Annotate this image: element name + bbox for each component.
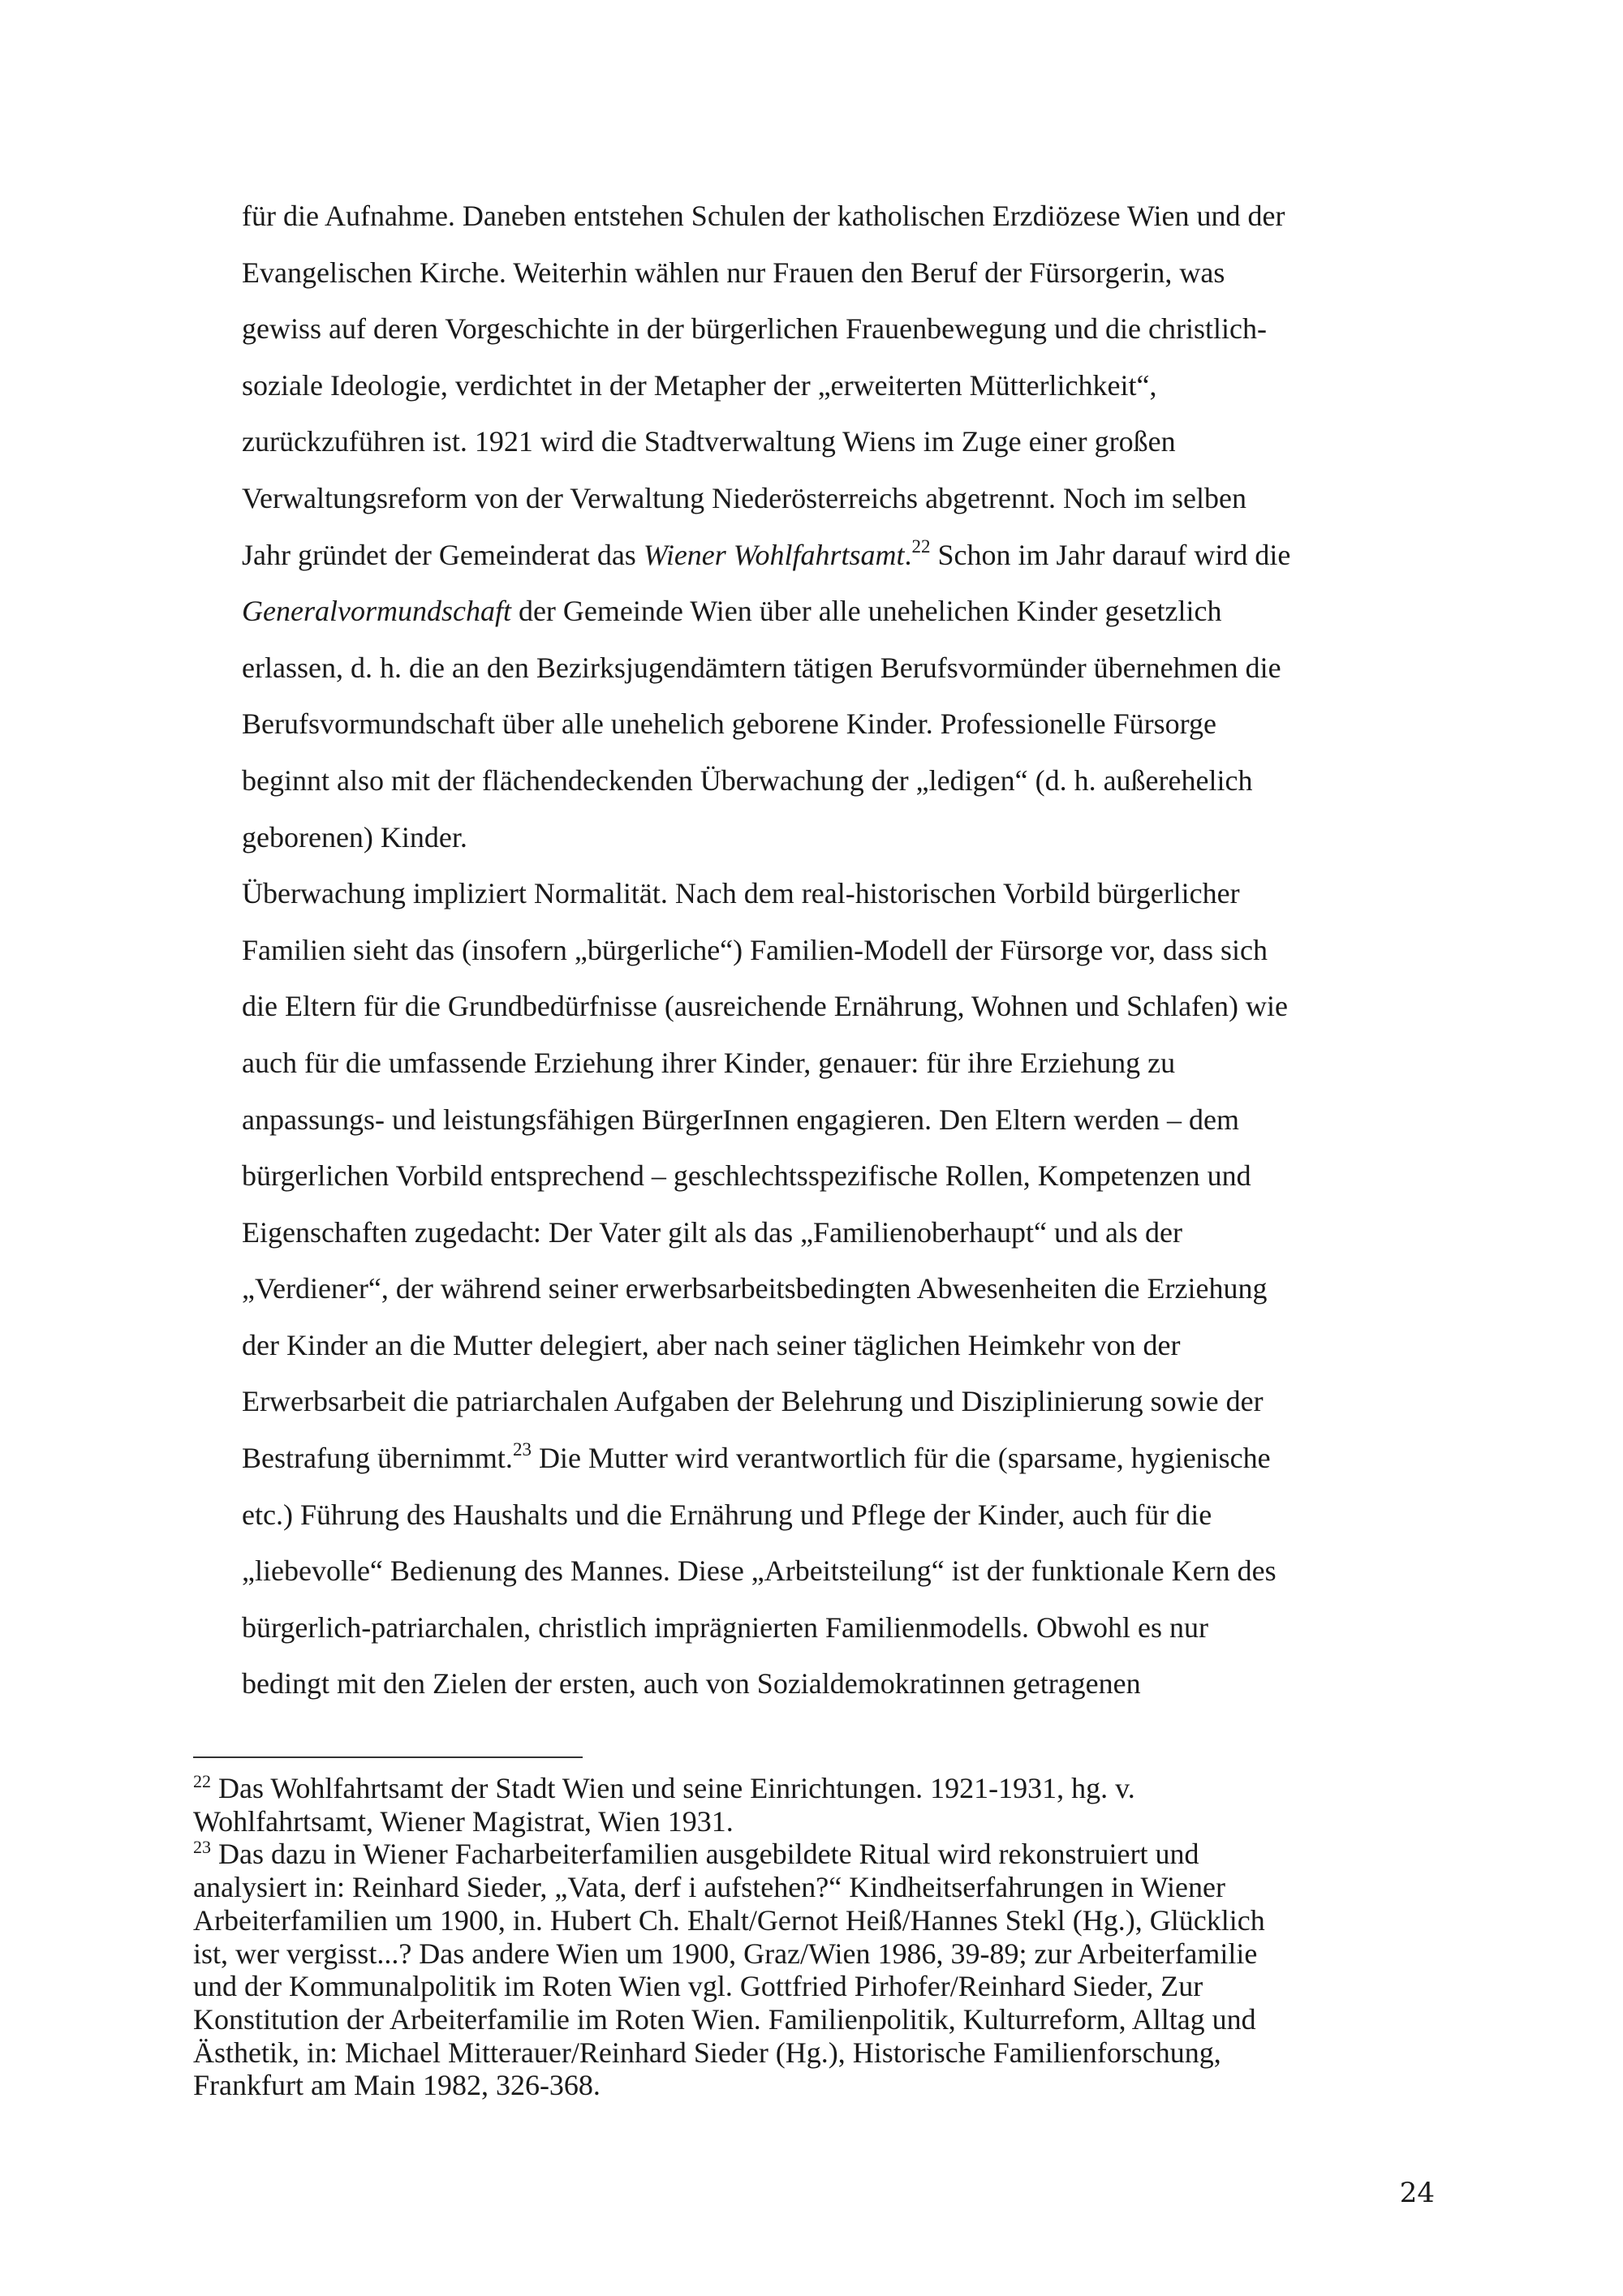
footnote-ref-23[interactable]: 23 [512, 1439, 532, 1460]
footnote-line: ist, wer vergisst...? Das andere Wien um 1900, Graz/Wien 1986, 39-89; zur Arbeiterfamilie [193, 1937, 1258, 1970]
text-segment: der Gemeinde Wien über alle unehelichen Kinder gesetzlich [510, 595, 1222, 628]
italic-term: Generalvormundschaft [242, 595, 511, 628]
text-line [242, 1430, 1435, 1487]
text-segment: Schon im Jahr darauf wird die [930, 538, 1291, 571]
text-line: auch für die umfassende Erziehung ihrer Kinder, genauer: für ihre Erziehung zu [242, 1046, 1176, 1079]
text-line: für die Aufnahme. Daneben entstehen Schulen der katholischen Erzdiözese Wien und der [242, 200, 1285, 232]
text-line: die Eltern für die Grundbedürfnisse (ausreichende Ernährung, Wohnen und Schlafen) wie [242, 990, 1289, 1023]
footnote-number: 23 [193, 1837, 211, 1858]
text-line: Eigenschaften zugedacht: Der Vater gilt als das „Familienoberhaupt“ und als der [242, 1215, 1182, 1249]
footnote-line: Arbeiterfamilien um 1900, in. Hubert Ch. Ehalt/Gernot Heiß/Hannes Stekl (Hg.), Glücklich [193, 1903, 1265, 1937]
footnote-line: Konstitution der Arbeiterfamilie im Roten Wien. Familienpolitik, Kulturreform, Alltag und [193, 2002, 1256, 2036]
footnote-23 [193, 1838, 1443, 1871]
text-line [242, 583, 1435, 640]
text-line: „Verdiener“, der während seiner erwerbsarbeitsbedingten Abwesenheiten die Erziehung [242, 1272, 1268, 1305]
text-line: der Kinder an die Mutter delegiert, aber nach seiner täglichen Heimkehr von der [242, 1328, 1181, 1361]
text-line: etc.) Führung des Haushalts und die Ernährung und Pflege der Kinder, auch für die [242, 1498, 1212, 1531]
footnote-line: analysiert in: Reinhard Sieder, „Vata, derf i aufstehen?“ Kindheitserfahrungen in Wiener [193, 1871, 1225, 1904]
text-line: Evangelischen Kirche. Weiterhin wählen nur Frauen den Beruf der Fürsorgerin, was [242, 256, 1225, 289]
footnote-ref-22[interactable]: 22 [911, 535, 931, 557]
text-line: beginnt also mit der flächendeckenden Überwachung der „ledigen“ (d. h. außerehelich [242, 763, 1253, 797]
text-line: Verwaltungsreform von der Verwaltung Niederösterreichs abgetrennt. Noch im selben [242, 481, 1246, 514]
text-line: bürgerlich-patriarchalen, christlich imprägnierten Familienmodells. Obwohl es nur [242, 1610, 1208, 1644]
text-line: soziale Ideologie, verdichtet in der Metapher der „erweiterten Mütterlichkeit“, [242, 368, 1157, 402]
text-line: „liebevolle“ Bedienung des Mannes. Diese „Arbeitsteilung“ ist der funktionale Kern des [242, 1554, 1276, 1588]
text-line: bedingt mit den Zielen der ersten, auch von Sozialdemokratinnen getragenen [242, 1667, 1141, 1701]
body-text [242, 188, 1435, 1713]
text-line: anpassungs- und leistungsfähigen BürgerInnen engagieren. Den Eltern werden – dem [242, 1103, 1239, 1136]
footnote-separator [193, 1756, 583, 1758]
footnote-line: Frankfurt am Main 1982, 326-368. [193, 2069, 601, 2102]
footnotes [193, 1772, 1443, 2102]
italic-term: Wiener Wohlfahrtsamt [643, 538, 905, 571]
footnote-line: und der Kommunalpolitik im Roten Wien vgl. Gottfried Pirhofer/Reinhard Sieder, Zur [193, 1970, 1203, 2003]
text-segment: Bestrafung übernimmt. [242, 1442, 513, 1475]
text-segment: . [904, 538, 912, 571]
text-line [242, 527, 1435, 584]
footnote-number: 22 [193, 1771, 211, 1791]
footnote-line: Ästhetik, in: Michael Mitterauer/Reinhard Sieder (Hg.), Historische Familienforschung, [193, 2036, 1221, 2069]
footnote-22 [193, 1772, 1443, 1805]
text-line: bürgerlichen Vorbild entsprechend – geschlechtsspezifische Rollen, Kompetenzen und [242, 1159, 1251, 1193]
text-segment: Jahr gründet der Gemeinderat das [242, 538, 644, 571]
text-line: gewiss auf deren Vorgeschichte in der bürgerlichen Frauenbewegung und die christlich- [242, 312, 1267, 346]
text-line: geborenen) Kinder. [242, 820, 467, 853]
text-segment: Die Mutter wird verantwortlich für die (sparsame, hygienische [531, 1442, 1271, 1475]
text-line: zurückzuführen ist. 1921 wird die Stadtverwaltung Wiens im Zuge einer großen [242, 425, 1176, 458]
text-line: erlassen, d. h. die an den Bezirksjugendämtern tätigen Berufsvormünder übernehmen die [242, 651, 1281, 684]
text-line: Familien sieht das (insofern „bürgerliche“) Familien-Modell der Fürsorge vor, dass sich [242, 933, 1268, 966]
page-number: 24 [1399, 2177, 1435, 2209]
text-line: Überwachung impliziert Normalität. Nach dem real-historischen Vorbild bürgerlicher [242, 877, 1240, 910]
text-line: Erwerbsarbeit die patriarchalen Aufgaben der Belehrung und Disziplinierung sowie der [242, 1385, 1264, 1418]
text-line: Berufsvormundschaft über alle unehelich geborene Kinder. Professionelle Fürsorge [242, 707, 1216, 741]
footnote-text: Das dazu in Wiener Facharbeiterfamilien ausgebildete Ritual wird rekonstruiert und [211, 1838, 1199, 1871]
footnote-text: Das Wohlfahrtsamt der Stadt Wien und seine Einrichtungen. 1921-1931, hg. v. [211, 1772, 1135, 1804]
footnote-line: Wohlfahrtsamt, Wiener Magistrat, Wien 1931. [193, 1804, 734, 1838]
